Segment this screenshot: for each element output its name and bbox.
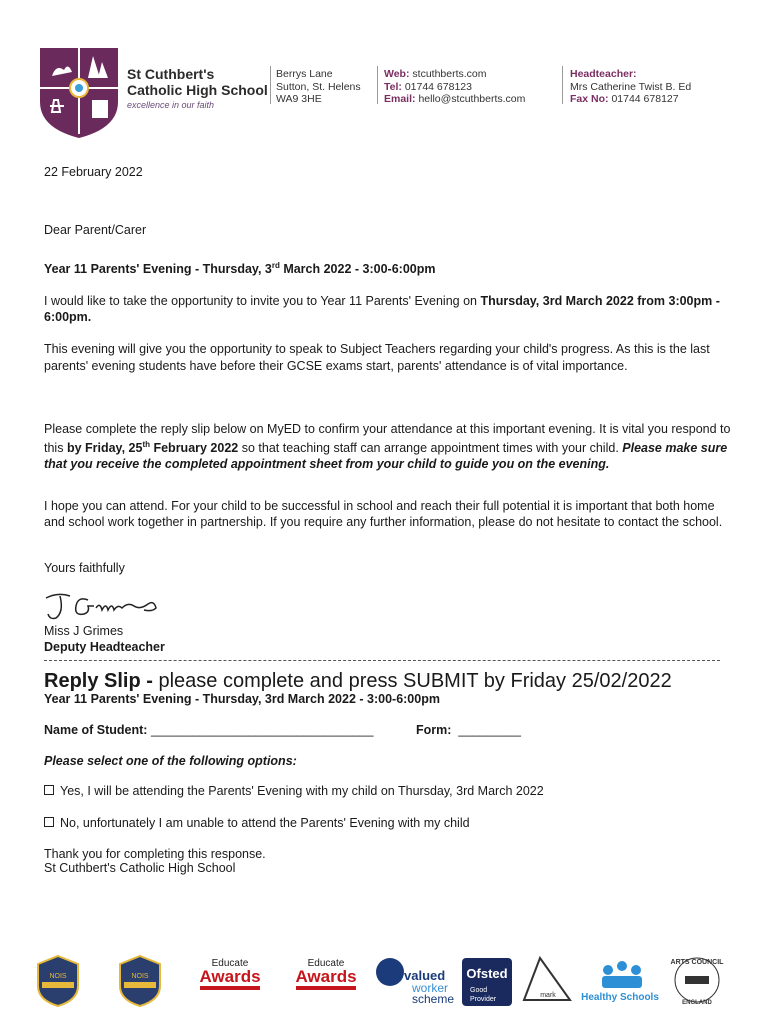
header-divider — [562, 66, 563, 104]
paragraph-text: Please complete the reply slip below on MyED to confirm your attendance at this important evening. It is vital you respond to this — [44, 422, 731, 456]
paragraph-bold: by Friday, 25 — [66, 441, 143, 456]
letter-subject — [44, 258, 435, 277]
valued-label: valued — [404, 968, 446, 983]
form-label: Form: — [416, 723, 452, 737]
awards-label: Awards — [295, 967, 357, 986]
tel-value: 01744 678123 — [404, 80, 472, 93]
accreditation-logos — [0, 950, 770, 1010]
web-link[interactable]: stcuthberts.com — [412, 68, 487, 80]
web-label: Web: — [384, 68, 410, 80]
school-crest-logo — [38, 42, 120, 140]
school-name-line2: Catholic High School — [127, 82, 268, 98]
nois-label: NOIS — [49, 973, 67, 980]
headteacher-name: Mrs Catherine Twist B. Ed — [570, 80, 692, 93]
school-address — [276, 68, 361, 106]
fax-label: Fax No: — [570, 93, 609, 105]
worker-label: worker — [412, 981, 449, 995]
paragraph-bold-italic: Please make sure that you receive the completed appointment sheet from your child to guide you on the evening. — [44, 441, 728, 472]
subject-sup: rd — [271, 261, 280, 270]
option-yes-row[interactable] — [44, 783, 544, 799]
letter-date: 22 February 2022 — [44, 165, 143, 179]
subject-text: Year 11 Parents' Evening - Thursday, 3 — [44, 262, 272, 277]
school-name-line1: St Cuthbert's — [127, 66, 215, 82]
school-motto: excellence in our faith — [127, 100, 215, 110]
paragraph-text: so that teaching staff can arrange appointment times with your child. — [238, 441, 623, 456]
educate-awards-icon — [295, 958, 356, 990]
quality-mark-icon — [524, 958, 570, 1000]
healthy-schools-label: Healthy Schools — [581, 992, 659, 1003]
educate-awards-icon — [199, 958, 260, 990]
reply-slip-title — [44, 669, 672, 693]
tel-label: Tel: — [384, 80, 402, 93]
paragraph-bold: Thursday, 3rd March 2022 from 3:00pm - 6:00pm. — [44, 294, 720, 324]
address-line: WA9 3HE — [276, 93, 322, 105]
options-heading: Please select one of the following options: — [44, 754, 297, 768]
option-no-row[interactable] — [44, 815, 470, 831]
paragraph-purpose: This evening will give you the opportunity to speak to Subject Teachers regarding your child's progress. As this is the last parents' evening students have before their GCSE exams start, parents' attendance is of vital importance. — [44, 342, 710, 373]
england-label: ENGLAND — [682, 1000, 712, 1006]
signature-icon — [44, 590, 164, 624]
paragraph-partnership: I hope you can attend. For your child to be successful in school and reach their full potential it is important that both home and school work together in partnership. If you require any further information, please do not hesitate to contact the school. — [44, 499, 723, 529]
header-divider — [270, 66, 271, 104]
cut-line-divider — [44, 660, 720, 661]
ofsted-good-provider-icon — [462, 958, 512, 1006]
valued-worker-scheme-icon — [376, 958, 454, 1006]
educate-label: Educate — [307, 958, 345, 969]
header-divider — [377, 66, 378, 104]
nois-label: NOIS — [131, 973, 149, 980]
paragraph-sup: th — [142, 440, 150, 449]
form-field[interactable]: _________ — [458, 723, 521, 737]
ofsted-label: Ofsted — [466, 966, 508, 981]
option-no-label: No, unfortunately I am unable to attend the Parents' Evening with my child — [60, 816, 470, 830]
school-name — [127, 66, 268, 98]
headteacher-block — [570, 68, 691, 106]
address-line: Berrys Lane — [276, 68, 333, 80]
signer-title: Deputy Headteacher — [44, 640, 165, 654]
email-label: Email: — [384, 93, 416, 105]
headteacher-label: Headteacher: — [570, 68, 637, 80]
paragraph-invite — [44, 293, 734, 325]
nois-badge-icon — [120, 956, 160, 1006]
student-name-row — [44, 722, 373, 738]
arts-council-england-icon — [671, 958, 725, 1006]
reply-title-bold: Reply Slip - — [44, 670, 159, 692]
closing: Yours faithfully — [44, 561, 125, 575]
ofsted-provider-label: Provider — [470, 996, 497, 1003]
address-line: Sutton, St. Helens — [276, 80, 361, 93]
student-name-field[interactable]: ________________________________ — [150, 723, 374, 737]
option-no-checkbox[interactable] — [44, 817, 54, 827]
awards-label: Awards — [199, 967, 261, 986]
option-yes-checkbox[interactable] — [44, 785, 54, 795]
form-row — [416, 722, 521, 738]
subject-text: March 2022 - 3:00-6:00pm — [279, 262, 436, 277]
arts-council-label: ARTS COUNCIL — [670, 959, 724, 966]
ofsted-good-label: Good — [470, 987, 488, 994]
email-link[interactable]: hello@stcuthberts.com — [418, 93, 526, 105]
option-yes-label: Yes, I will be attending the Parents' Evening with my child on Thursday, 3rd March 2022 — [60, 784, 544, 798]
paragraph-bold: February 2022 — [150, 441, 239, 456]
reply-title-text: please complete and press SUBMIT by Friday 25/02/2022 — [158, 670, 672, 692]
healthy-schools-icon — [581, 961, 659, 1003]
student-name-label: Name of Student: — [44, 723, 148, 737]
thanks-line: Thank you for completing this response. — [44, 847, 266, 861]
paragraph-reply-instructions — [44, 421, 734, 472]
signer-name: Miss J Grimes — [44, 624, 124, 638]
school-signoff: St Cuthbert's Catholic High School — [44, 861, 236, 875]
educate-label: Educate — [211, 958, 249, 969]
mark-label: mark — [540, 992, 556, 999]
contact-block — [384, 68, 525, 106]
nois-badge-icon — [38, 956, 78, 1006]
fax-value: 01744 678127 — [611, 93, 679, 105]
scheme-label: scheme — [412, 992, 455, 1006]
salutation: Dear Parent/Carer — [44, 223, 147, 237]
paragraph-text: I would like to take the opportunity to invite you to Year 11 Parents' Evening on — [44, 294, 481, 308]
reply-event: Year 11 Parents' Evening - Thursday, 3rd March 2022 - 3:00-6:00pm — [44, 692, 440, 706]
